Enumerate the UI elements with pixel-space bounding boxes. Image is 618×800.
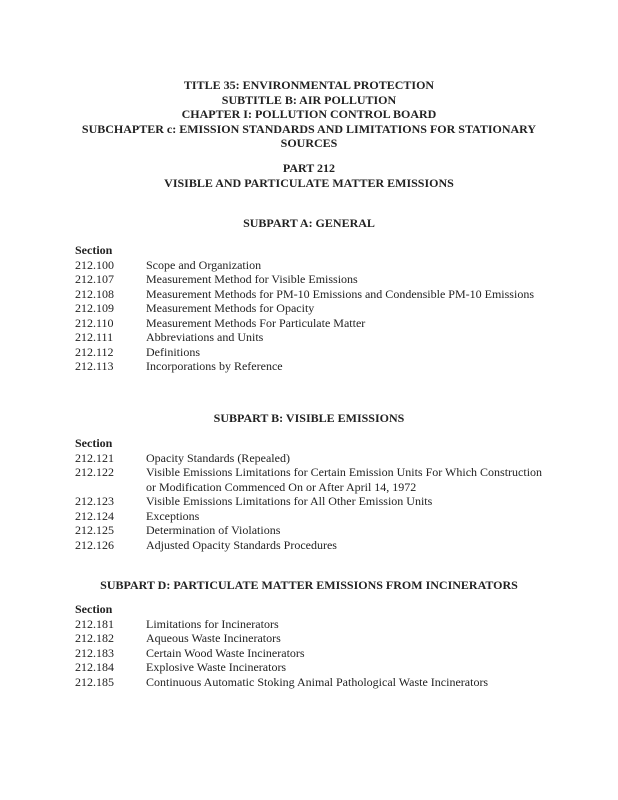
part-heading — [0, 161, 618, 190]
section-number: 212.185 — [75, 674, 114, 689]
section-number: 212.123 — [75, 494, 114, 508]
section-number: 212.124 — [75, 508, 114, 523]
section-entry — [75, 287, 555, 302]
section-number: 212.183 — [75, 645, 114, 660]
section-entry — [75, 330, 555, 345]
section-number: 212.126 — [75, 537, 114, 552]
section-title: Exceptions — [146, 508, 200, 523]
subpart-a-sections — [75, 243, 555, 374]
section-number: 212.122 — [75, 465, 114, 479]
section-entry — [75, 617, 555, 632]
part-title: VISIBLE AND PARTICULATE MATTER EMISSIONS — [164, 175, 454, 190]
part-number: PART 212 — [282, 161, 336, 175]
subtitle-line: SUBTITLE B: AIR POLLUTION — [221, 92, 397, 107]
section-number: 212.184 — [75, 660, 114, 674]
section-number: 212.182 — [75, 631, 114, 645]
section-title: Visible Emissions Limitations for All Other Emission Units — [146, 494, 433, 508]
section-entry — [75, 631, 555, 646]
section-entry — [75, 258, 555, 273]
section-column-label: Section — [75, 436, 113, 450]
section-entry — [75, 345, 555, 360]
chapter-line: CHAPTER I: POLLUTION CONTROL BOARD — [181, 107, 437, 121]
section-number: 212.121 — [75, 450, 114, 465]
section-column-label: Section — [75, 602, 113, 616]
subpart-d-sections — [75, 602, 555, 689]
section-number: 212.108 — [75, 286, 114, 301]
section-number: 212.110 — [75, 315, 114, 330]
subchapter-line: SUBCHAPTER c: EMISSION STANDARDS AND LIMITATIONS FOR STATIONARY — [81, 121, 537, 136]
section-entry — [75, 301, 555, 316]
section-entry — [75, 494, 555, 509]
section-number: 212.181 — [75, 616, 114, 631]
title-line: TITLE 35: ENVIRONMENTAL PROTECTION — [183, 78, 435, 92]
section-title: Visible Emissions Limitations for Certain Emission Units For Which Construction or Modification Commenced On or After April 14, 1972 — [146, 465, 543, 494]
section-title: Aqueous Waste Incinerators — [146, 631, 281, 645]
subchapter-line-cont: SOURCES — [280, 136, 338, 150]
section-entry — [75, 523, 555, 538]
section-number: 212.109 — [75, 301, 114, 315]
section-entry — [75, 451, 555, 466]
section-title: Measurement Methods For Particulate Matter — [146, 315, 366, 330]
section-number: 212.100 — [75, 257, 114, 272]
section-title: Measurement Method for Visible Emissions — [146, 272, 358, 286]
section-title: Abbreviations and Units — [146, 330, 264, 344]
section-number: 212.107 — [75, 272, 114, 286]
section-title: Incorporations by Reference — [146, 359, 283, 373]
section-title: Measurement Methods for PM-10 Emissions and Condensible PM-10 Emissions — [146, 286, 534, 301]
section-entry — [75, 509, 555, 524]
subpart-b-sections — [75, 436, 555, 552]
section-entry — [75, 272, 555, 287]
document-header — [0, 78, 618, 151]
subpart-a-title: SUBPART A: GENERAL — [243, 216, 375, 230]
section-title: Adjusted Opacity Standards Procedures — [146, 537, 337, 552]
section-entry — [75, 675, 555, 690]
section-entry — [75, 646, 555, 661]
section-title: Opacity Standards (Repealed) — [146, 450, 290, 465]
section-entry — [75, 660, 555, 675]
subpart-d-title: SUBPART D: PARTICULATE MATTER EMISSIONS FROM INCINERATORS — [100, 578, 518, 592]
section-title: Explosive Waste Incinerators — [146, 660, 287, 674]
section-number: 212.111 — [75, 330, 114, 344]
section-title: Determination of Violations — [146, 523, 281, 537]
section-title: Definitions — [146, 344, 200, 359]
section-number: 212.112 — [75, 344, 114, 359]
section-number: 212.113 — [75, 359, 114, 373]
section-title: Limitations for Incinerators — [146, 616, 279, 631]
section-entry — [75, 465, 555, 494]
section-title: Measurement Methods for Opacity — [146, 301, 315, 315]
section-title: Scope and Organization — [146, 257, 262, 272]
section-number: 212.125 — [75, 523, 114, 537]
subpart-b-title: SUBPART B: VISIBLE EMISSIONS — [213, 411, 405, 425]
section-title: Continuous Automatic Stoking Animal Pathological Waste Incinerators — [146, 674, 489, 689]
section-column-label: Section — [75, 243, 113, 257]
section-entry — [75, 359, 555, 374]
section-title: Certain Wood Waste Incinerators — [146, 645, 305, 660]
section-entry — [75, 538, 555, 553]
section-entry — [75, 316, 555, 331]
